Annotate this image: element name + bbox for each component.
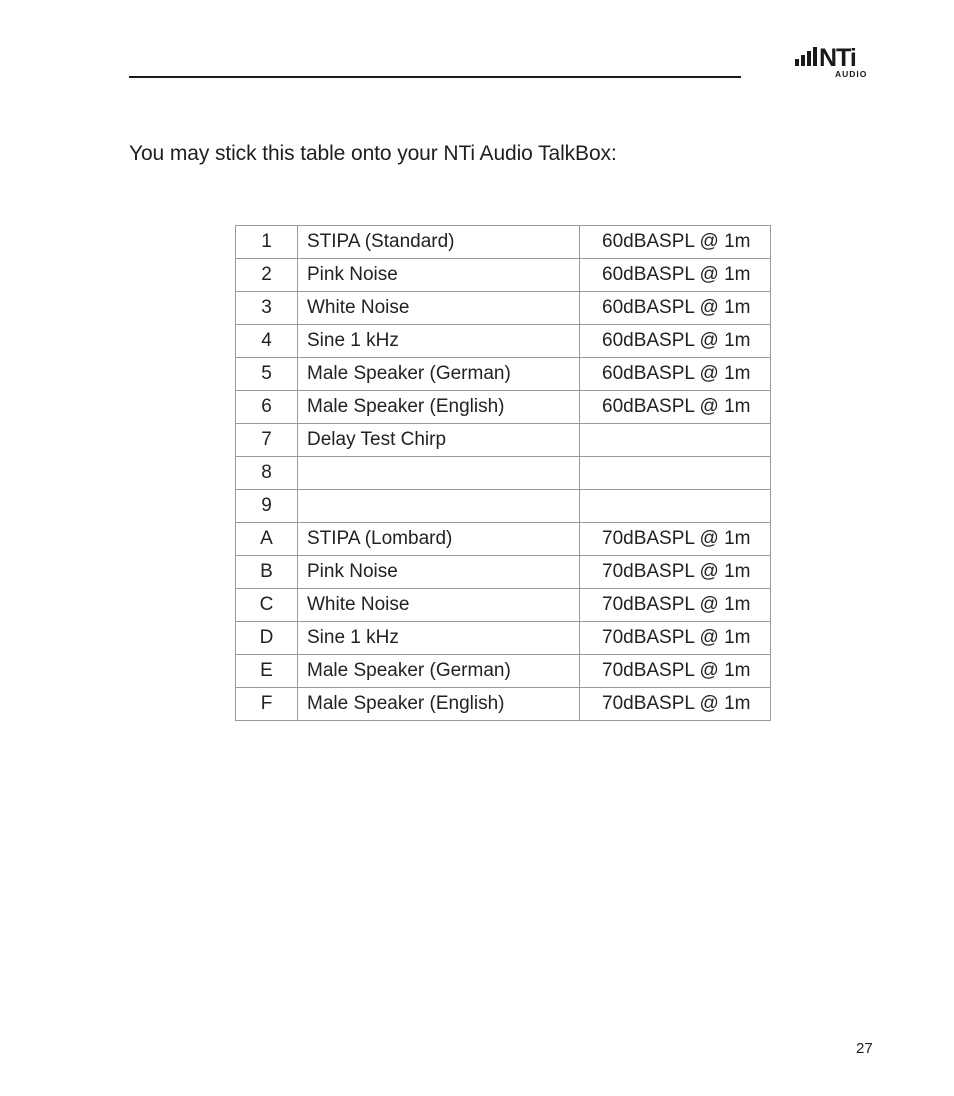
signal-level-cell: 70dBASPL @ 1m: [580, 655, 771, 688]
signal-id-cell: 1: [236, 226, 298, 259]
table-row: [236, 358, 771, 391]
signal-name-cell: Pink Noise: [298, 259, 580, 292]
table-row: [236, 622, 771, 655]
signal-id-cell: 8: [236, 457, 298, 490]
logo-level-bar-1: [795, 59, 799, 66]
signal-id-cell: 4: [236, 325, 298, 358]
table-row: [236, 490, 771, 523]
table-row: [236, 424, 771, 457]
signal-id-cell: 3: [236, 292, 298, 325]
signal-level-cell: 70dBASPL @ 1m: [580, 589, 771, 622]
logo-wordmark: NTi: [819, 44, 856, 72]
table-row: [236, 655, 771, 688]
table-row: [236, 226, 771, 259]
signal-level-cell: 70dBASPL @ 1m: [580, 523, 771, 556]
table-row: [236, 523, 771, 556]
logo-level-bar-2: [801, 55, 805, 66]
signal-id-cell: 6: [236, 391, 298, 424]
signal-name-cell: White Noise: [298, 589, 580, 622]
logo-level-bar-4: [813, 47, 817, 66]
signal-id-cell: B: [236, 556, 298, 589]
signal-id-cell: 9: [236, 490, 298, 523]
signal-level-cell: 60dBASPL @ 1m: [580, 325, 771, 358]
signal-id-cell: A: [236, 523, 298, 556]
logo-level-bar-3: [807, 51, 811, 66]
table-row: [236, 391, 771, 424]
intro-text: You may stick this table onto your NTi Audio TalkBox:: [129, 142, 617, 165]
signal-level-cell: 60dBASPL @ 1m: [580, 358, 771, 391]
table-row: [236, 457, 771, 490]
signal-id-cell: 7: [236, 424, 298, 457]
signal-level-cell: 70dBASPL @ 1m: [580, 622, 771, 655]
talkbox-signal-table: [235, 225, 771, 721]
signal-id-cell: 5: [236, 358, 298, 391]
signal-name-cell: Male Speaker (English): [298, 688, 580, 721]
signal-name-cell: Delay Test Chirp: [298, 424, 580, 457]
signal-id-cell: E: [236, 655, 298, 688]
signal-level-cell: [580, 457, 771, 490]
header-rule: [129, 76, 741, 78]
signal-name-cell: [298, 490, 580, 523]
signal-id-cell: C: [236, 589, 298, 622]
signal-name-cell: Male Speaker (German): [298, 358, 580, 391]
signal-id-cell: F: [236, 688, 298, 721]
signal-level-cell: 60dBASPL @ 1m: [580, 259, 771, 292]
signal-level-cell: 60dBASPL @ 1m: [580, 292, 771, 325]
table-row: [236, 259, 771, 292]
table-row: [236, 556, 771, 589]
signal-level-cell: [580, 424, 771, 457]
table-row: [236, 688, 771, 721]
logo-subtext: AUDIO: [835, 69, 868, 79]
table-row: [236, 589, 771, 622]
signal-name-cell: Sine 1 kHz: [298, 622, 580, 655]
signal-name-cell: STIPA (Standard): [298, 226, 580, 259]
signal-level-cell: 70dBASPL @ 1m: [580, 688, 771, 721]
signal-name-cell: Pink Noise: [298, 556, 580, 589]
signal-name-cell: Male Speaker (English): [298, 391, 580, 424]
signal-name-cell: STIPA (Lombard): [298, 523, 580, 556]
signal-level-cell: 60dBASPL @ 1m: [580, 226, 771, 259]
table-row: [236, 325, 771, 358]
signal-id-cell: D: [236, 622, 298, 655]
signal-level-cell: 70dBASPL @ 1m: [580, 556, 771, 589]
signal-name-cell: Male Speaker (German): [298, 655, 580, 688]
signal-level-cell: [580, 490, 771, 523]
signal-name-cell: [298, 457, 580, 490]
nti-audio-logo: [794, 44, 880, 82]
signal-name-cell: Sine 1 kHz: [298, 325, 580, 358]
signal-name-cell: White Noise: [298, 292, 580, 325]
signal-level-cell: 60dBASPL @ 1m: [580, 391, 771, 424]
table-row: [236, 292, 771, 325]
signal-id-cell: 2: [236, 259, 298, 292]
page-number: 27: [856, 1040, 873, 1057]
